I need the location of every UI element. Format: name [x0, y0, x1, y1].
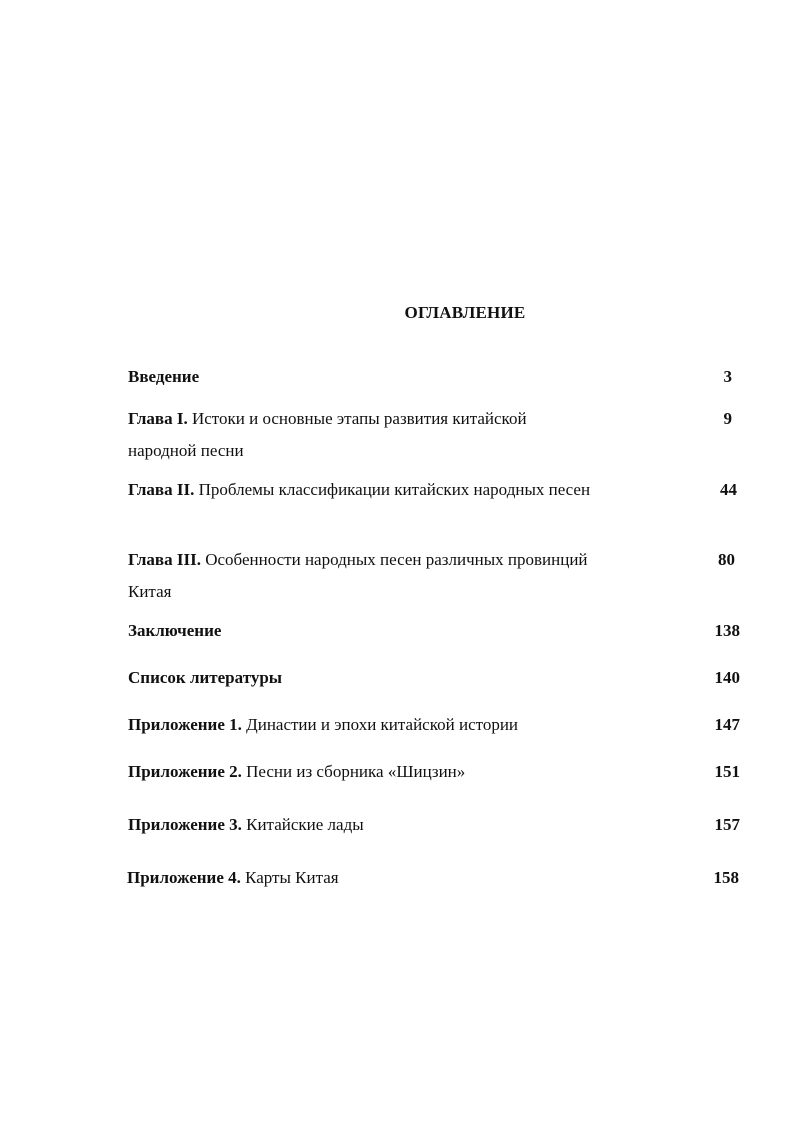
toc-entry-text [128, 403, 598, 467]
toc-entry-title: Истоки и основные этапы развития китайской народной песни [128, 409, 527, 460]
toc-entry-text [128, 809, 598, 841]
toc-entry-text [128, 662, 598, 694]
toc-entry-label: Введение [128, 367, 200, 386]
toc-entry-label: Заключение [128, 621, 222, 640]
toc-entry-label: Глава I. [128, 409, 188, 428]
page-title: ОГЛАВЛЕНИЕ [404, 303, 526, 322]
toc-page-number: 140 [714, 668, 740, 687]
toc-entry-title: Особенности народных песен различных провинций Китая [128, 550, 588, 601]
toc-entry-label: Глава III. [128, 550, 201, 569]
toc-entry-title: Песни из сборника «Шицзин» [241, 762, 466, 781]
toc-entry-text [128, 474, 598, 506]
toc-entry-label: Приложение 2. [128, 762, 242, 781]
toc-entry-label: Глава II. [128, 480, 195, 499]
toc-page-number: 80 [718, 550, 735, 569]
toc-entry-label: Список литературы [128, 668, 283, 687]
toc-page-number: 158 [713, 868, 739, 887]
toc-entry-text [128, 615, 598, 647]
toc-entry-text [128, 756, 598, 788]
toc-entry-title: Китайские лады [241, 815, 364, 834]
toc-page-number: 157 [714, 815, 740, 834]
toc-entry-title: Проблемы классификации китайских народных песен [194, 480, 591, 499]
toc-entry-text [128, 709, 598, 741]
toc-page-number: 3 [723, 367, 732, 386]
toc-page-number: 147 [714, 715, 740, 734]
toc-page-number: 9 [723, 409, 732, 428]
toc-page-number: 151 [714, 762, 740, 781]
toc-entry-label: Приложение 4. [127, 868, 241, 887]
toc-entry-label: Приложение 3. [128, 815, 242, 834]
toc-entry-title: Династии и эпохи китайской истории [241, 715, 519, 734]
toc-page-number: 138 [714, 621, 740, 640]
toc-entry-title: Карты Китая [240, 868, 339, 887]
toc-entry-text [127, 862, 597, 894]
toc-entry-label: Приложение 1. [128, 715, 242, 734]
toc-entry-text [128, 361, 598, 393]
toc-page-number: 44 [720, 480, 737, 499]
toc-entry-text [128, 544, 598, 608]
